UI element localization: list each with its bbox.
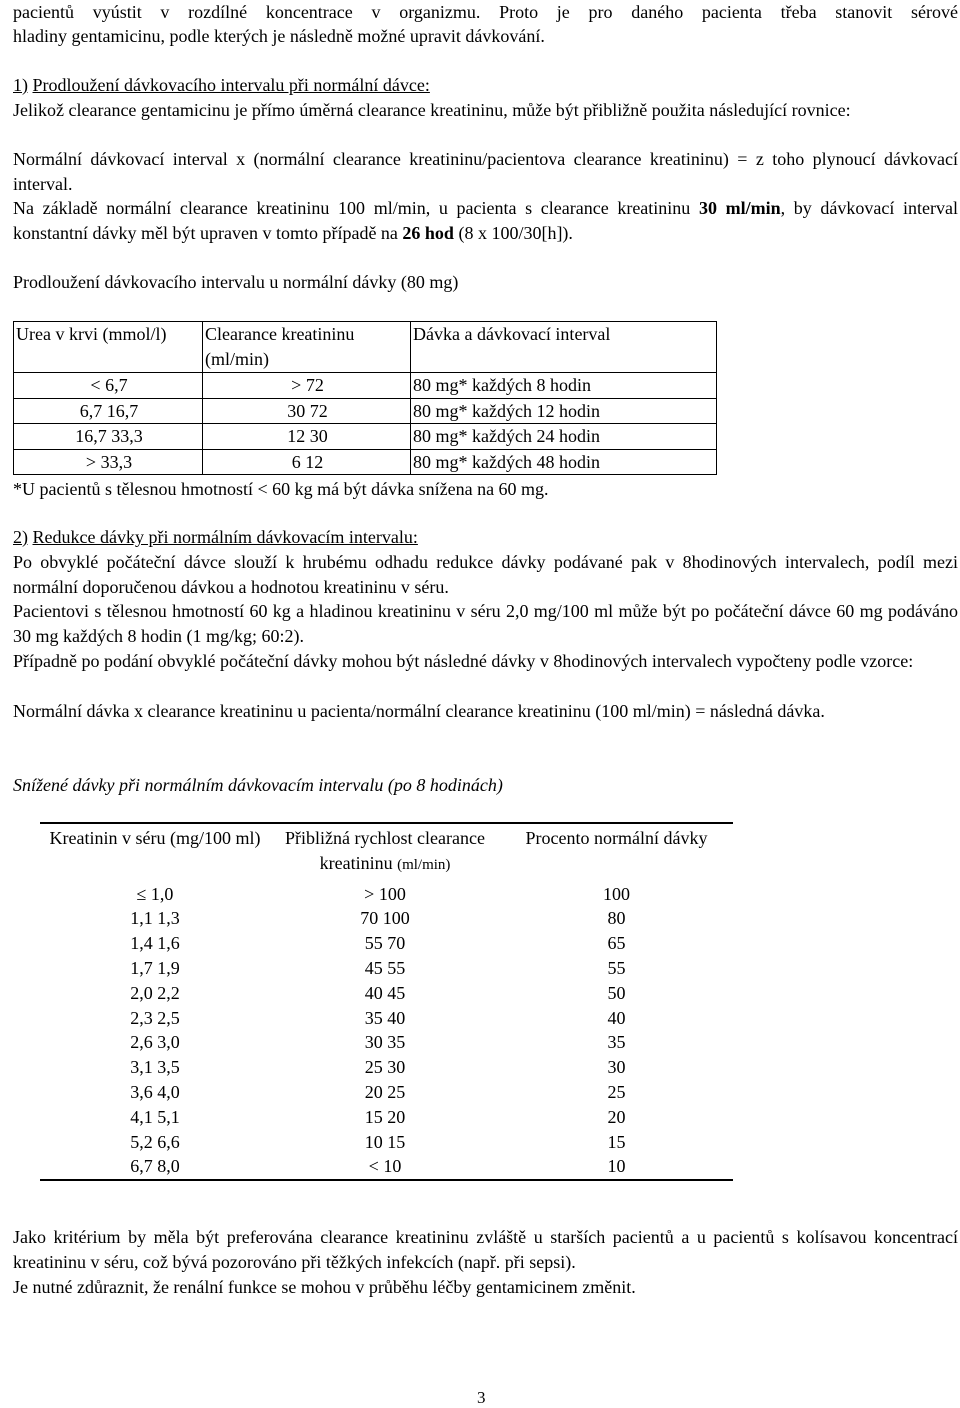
- table1-cell: > 72: [203, 373, 411, 399]
- table2-cell: 20 25: [364, 1081, 406, 1102]
- table2-cell: 80: [607, 908, 626, 929]
- intro-line-1: pacientů vyústit v rozdílné koncentrace v organizmu. Proto je pro daného pacienta třeba stanovit sérové: [13, 2, 958, 22]
- table-row: [40, 882, 733, 907]
- table-header-row: [14, 322, 717, 373]
- table-row: [40, 1006, 733, 1031]
- table1-cell: 80 mg* každých 48 hodin: [411, 449, 717, 475]
- table1-cell: 80 mg* každých 24 hodin: [411, 424, 717, 450]
- table2-cell: 30: [607, 1057, 626, 1078]
- table-row: [14, 373, 717, 399]
- table2-cell: 25 30: [364, 1057, 406, 1078]
- section2-para3: Případně po podání obvyklé počáteční dávky mohou být následné dávky v 8hodinových intervalech vypočteny podle vzorce:: [13, 651, 914, 671]
- table2-cell: 10: [607, 1156, 626, 1177]
- table-dosing-interval: [13, 321, 717, 475]
- table1-header-clearance: Clearance kreatininu (ml/min): [203, 322, 411, 373]
- table2-cell: 55: [607, 957, 626, 978]
- intro-line-2: hladiny gentamicinu, podle kterých je následně možné upravit dávkování.: [13, 26, 545, 46]
- table1-cell: > 33,3: [14, 449, 203, 475]
- table-row: [14, 449, 717, 475]
- section1-para3: [13, 196, 958, 245]
- table2-cell: 1,4 1,6: [130, 933, 180, 954]
- table2-cell: < 10: [368, 1156, 402, 1177]
- section1-para3-c: (8 x 100/30[h]).: [453, 222, 573, 243]
- table2-cell: 6,7 8,0: [130, 1156, 180, 1177]
- table1-cell: 6 12: [203, 449, 411, 475]
- table-row: [40, 1080, 733, 1105]
- section1-para3-bold2: 26 hod: [402, 222, 454, 243]
- section1-para3-bold1: 30 ml/min: [698, 198, 781, 218]
- section2-para2: Pacientovi s tělesnou hmotností 60 kg a hladinou kreatininu v séru 2,0 mg/100 ml může být po počáteční dávce 60 mg podáváno 30 mg každých 8 hodin (1 mg/kg; 60:2).: [13, 601, 958, 646]
- table-row: [40, 1130, 733, 1155]
- table-row: [14, 398, 717, 424]
- section1-number: 1): [13, 75, 28, 95]
- table2-cell: 3,6 4,0: [130, 1081, 180, 1102]
- table2-cell: 35: [607, 1032, 626, 1053]
- table-row: [40, 906, 733, 931]
- table2-header-creatinine: Kreatinin v séru (mg/100 ml): [49, 828, 261, 848]
- table2-cell: 10 15: [364, 1131, 406, 1152]
- table-reduced-doses: [40, 822, 733, 1181]
- table2-cell: 3,1 3,5: [130, 1057, 180, 1078]
- table-row: [40, 1030, 733, 1055]
- table2-cell: 55 70: [364, 933, 406, 954]
- section1-heading: [13, 73, 958, 98]
- table2-cell: 45 55: [364, 957, 406, 978]
- table2-cell: 100: [603, 883, 630, 904]
- table2-cell: ≤ 1,0: [136, 883, 174, 904]
- table-bottom-rule: [40, 1179, 733, 1181]
- section1-para2: Normální dávkovací interval x (normální clearance kreatininu/pacientova clearance kreatininu) = z toho plynoucí dávkovací interval.: [13, 149, 958, 194]
- table2-caption: Snížené dávky při normálním dávkovacím intervalu (po 8 hodinách): [13, 775, 503, 795]
- table1-cell: < 6,7: [14, 373, 203, 399]
- section2-heading: [13, 525, 958, 550]
- table2-grid: [40, 824, 733, 882]
- section2-heading-text: Redukce dávky při normálním dávkovacím intervalu:: [32, 527, 418, 547]
- table-row: [14, 424, 717, 450]
- table2-cell: 40 45: [364, 982, 406, 1003]
- section1-heading-text: Prodloužení dávkovacího intervalu při normální dávce:: [32, 75, 430, 95]
- table2-header-clearance-unit: (ml/min): [397, 856, 451, 873]
- table1-header-urea: Urea v krvi (mmol/l): [14, 322, 203, 373]
- table1-caption: Prodloužení dávkovacího intervalu u normální dávky (80 mg): [13, 272, 459, 292]
- closing-para1: Jako kritérium by měla být preferována clearance kreatininu zvláště u starších pacientů a u pacientů s kolísavou koncentrací kreatininu v séru, což bývá pozorováno při těžkých infekcích (např. při sepsi).: [13, 1227, 958, 1272]
- table1-cell: 16,7 33,3: [14, 424, 203, 450]
- table1-cell: 30 72: [203, 398, 411, 424]
- table1-cell: 80 mg* každých 12 hodin: [411, 398, 717, 424]
- table2-cell: 30 35: [364, 1032, 406, 1053]
- table2-cell: 5,2 6,6: [130, 1131, 180, 1152]
- table1-cell: 6,7 16,7: [14, 398, 203, 424]
- table2-cell: 2,6 3,0: [130, 1032, 180, 1053]
- table2-cell: 25: [607, 1081, 626, 1102]
- table2-cell: 20: [607, 1106, 626, 1127]
- table-header-row: [40, 824, 733, 882]
- table2-cell: 4,1 5,1: [130, 1106, 180, 1127]
- table2-cell: 15: [607, 1131, 626, 1152]
- table1-footnote: *U pacientů s tělesnou hmotností < 60 kg má být dávka snížena na 60 mg.: [13, 479, 549, 499]
- table-row: [40, 956, 733, 981]
- section2-para4: Normální dávka x clearance kreatininu u pacienta/normální clearance kreatininu (100 ml/min) = následná dávka.: [13, 701, 825, 721]
- table2-cell: 70 100: [360, 908, 410, 929]
- table2-cell: 15 20: [364, 1106, 406, 1127]
- table-row: [40, 1055, 733, 1080]
- table2-cell: 65: [607, 933, 626, 954]
- table2-body: [40, 882, 733, 1180]
- page-number: 3: [477, 1388, 486, 1407]
- section2-para1: Po obvyklé počáteční dávce slouží k hrubému odhadu redukce dávky podávané pak v 8hodinových intervalech, podíl mezi normální doporučenou dávkou a hodnotou kreatininu v séru.: [13, 552, 958, 597]
- table2-cell: 1,7 1,9: [130, 957, 180, 978]
- closing-para2: Je nutné zdůraznit, že renální funkce se mohou v průběhu léčby gentamicinem změnit.: [13, 1277, 636, 1297]
- table1-cell: 12 30: [203, 424, 411, 450]
- section1-para3-a: Na základě normální clearance kreatininu 100 ml/min, u pacienta s clearance kreatininu: [13, 198, 699, 218]
- table1-header-dose: Dávka a dávkovací interval: [411, 322, 717, 373]
- table2-header-percent: Procento normální dávky: [525, 828, 708, 848]
- table-row: [40, 931, 733, 956]
- table-row: [40, 1154, 733, 1179]
- section1-para3-b: , by dávkovací interval konstantní dávky měl být upraven v tomto případě na: [13, 198, 958, 243]
- table2-header-clearance-main: Přibližná rychlost clearance kreatininu: [285, 828, 485, 873]
- section2-number: 2): [13, 527, 28, 547]
- table2-header-clearance: [270, 824, 500, 882]
- table1-cell: 80 mg* každých 8 hodin: [411, 373, 717, 399]
- table2-cell: > 100: [364, 883, 406, 904]
- section1-para1: Jelikož clearance gentamicinu je přímo úměrná clearance kreatininu, může být přibližně použita následující rovnice:: [13, 100, 851, 120]
- table2-cell: 2,3 2,5: [130, 1007, 180, 1028]
- table-row: [40, 981, 733, 1006]
- table-row: [40, 1105, 733, 1130]
- table2-cell: 50: [607, 982, 626, 1003]
- table2-cell: 40: [607, 1007, 626, 1028]
- table2-cell: 35 40: [364, 1007, 406, 1028]
- table2-cell: 1,1 1,3: [130, 908, 180, 929]
- table2-cell: 2,0 2,2: [130, 982, 180, 1003]
